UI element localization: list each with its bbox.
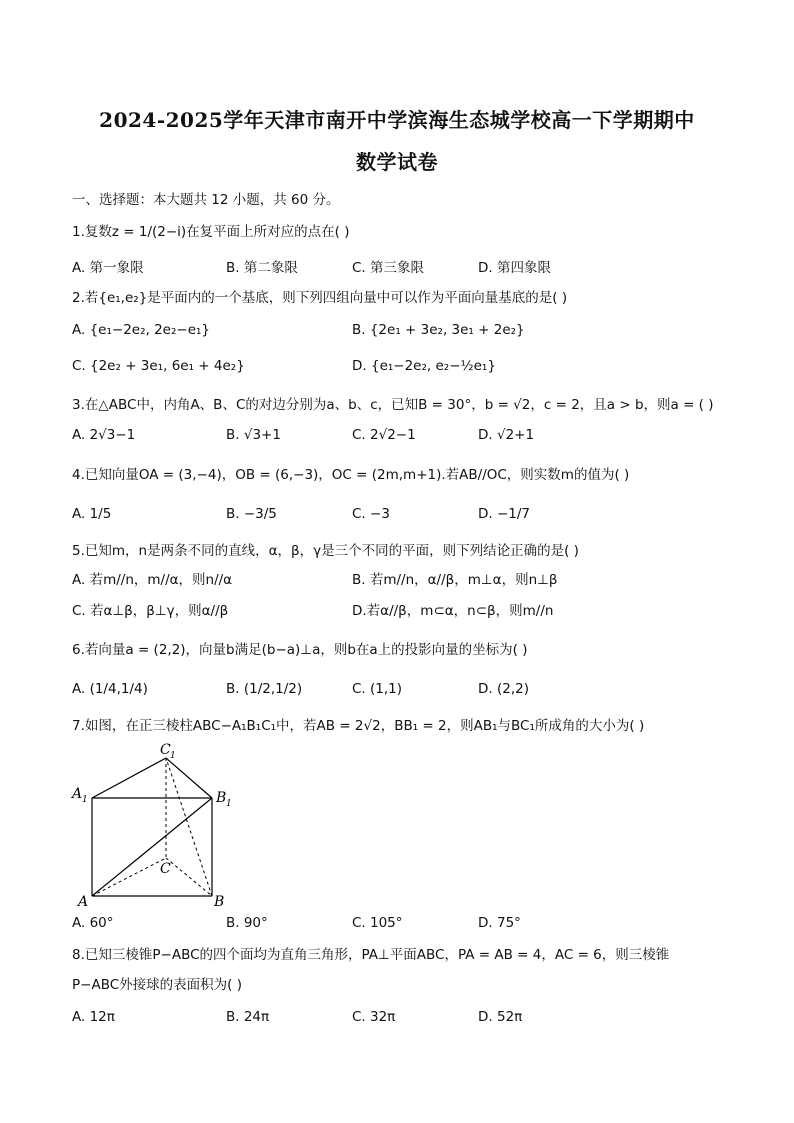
q6-option-c[interactable]: C. (1,1) bbox=[352, 681, 403, 697]
question-6-stem: 6.若向量a = (2,2)，向量b满足(b−a)⊥a，则b在a上的投影向量的坐标为( ) bbox=[72, 642, 528, 658]
q8-option-c[interactable]: C. 32π bbox=[352, 1009, 396, 1025]
q3-option-d[interactable]: D. √2+1 bbox=[478, 427, 535, 443]
q1-option-a[interactable]: A. 第一象限 bbox=[72, 260, 144, 276]
q1-option-d[interactable]: D. 第四象限 bbox=[478, 260, 551, 276]
q6-option-b[interactable]: B. (1/2,1/2) bbox=[226, 681, 303, 697]
q1-option-b[interactable]: B. 第二象限 bbox=[226, 260, 298, 276]
section-heading: 一、选择题：本大题共 12 小题，共 60 分。 bbox=[72, 192, 340, 208]
label-b: B bbox=[214, 894, 225, 910]
svg-text:1: 1 bbox=[226, 799, 232, 809]
label-c1: C bbox=[160, 742, 171, 758]
q7-option-c[interactable]: C. 105° bbox=[352, 915, 403, 931]
q5-option-d[interactable]: D.若α//β，m⊂α，n⊂β，则m//n bbox=[352, 603, 554, 619]
question-5-stem: 5.已知m，n是两条不同的直线，α，β，γ是三个不同的平面，则下列结论正确的是( ) bbox=[72, 543, 579, 559]
q6-option-a[interactable]: A. (1/4,1/4) bbox=[72, 681, 148, 697]
q4-option-d[interactable]: D. −1/7 bbox=[478, 506, 531, 522]
q4-option-b[interactable]: B. −3/5 bbox=[226, 506, 277, 522]
q8-option-a[interactable]: A. 12π bbox=[72, 1009, 115, 1025]
q2-option-b[interactable]: B. {2e₁ + 3e₂, 3e₁ + 2e₂} bbox=[352, 322, 525, 338]
q3-option-a[interactable]: A. 2√3−1 bbox=[72, 427, 136, 443]
q2-option-a[interactable]: A. {e₁−2e₂, 2e₂−e₁} bbox=[72, 322, 211, 338]
q7-option-b[interactable]: B. 90° bbox=[226, 915, 268, 931]
q8-option-b[interactable]: B. 24π bbox=[226, 1009, 270, 1025]
q7-option-d[interactable]: D. 75° bbox=[478, 915, 521, 931]
q2-option-c[interactable]: C. {2e₂ + 3e₁, 6e₁ + 4e₂} bbox=[72, 358, 245, 374]
exam-title-line1: 2024-2025学年天津市南开中学滨海生态城学校高一下学期期中 bbox=[99, 108, 695, 132]
q5-option-b[interactable]: B. 若m//n，α//β，m⊥α，则n⊥β bbox=[352, 572, 558, 588]
question-7-stem: 7.如图，在正三棱柱ABC−A₁B₁C₁中，若AB = 2√2，BB₁ = 2，则AB₁与BC₁所成角的大小为( ) bbox=[72, 718, 645, 734]
svg-text:1: 1 bbox=[170, 751, 176, 761]
q3-option-c[interactable]: C. 2√2−1 bbox=[352, 427, 416, 443]
question-2-stem: 2.若{e₁,e₂}是平面内的一个基底，则下列四组向量中可以作为平面向量基底的是( ) bbox=[72, 290, 568, 306]
label-c: C bbox=[160, 861, 171, 877]
label-a: A bbox=[78, 894, 89, 910]
q8-option-d[interactable]: D. 52π bbox=[478, 1009, 523, 1025]
q4-option-c[interactable]: C. −3 bbox=[352, 506, 390, 522]
question-3-stem: 3.在△ABC中，内角A、B、C的对边分别为a、b、c，已知B = 30°，b = √2，c = 2，且a > b，则a = ( ) bbox=[72, 397, 714, 413]
q5-option-c[interactable]: C. 若α⊥β，β⊥γ，则α//β bbox=[72, 603, 229, 619]
question-4-stem: 4.已知向量OA = (3,−4)，OB = (6,−3)，OC = (2m,m+1).若AB//OC，则实数m的值为( ) bbox=[72, 467, 630, 483]
q4-option-a[interactable]: A. 1/5 bbox=[72, 506, 112, 522]
q2-option-d[interactable]: D. {e₁−2e₂, e₂−½e₁} bbox=[352, 358, 496, 374]
q5-option-a[interactable]: A. 若m//n，m//α，则n//α bbox=[72, 572, 233, 588]
question-1-stem: 1.复数z = 1/(2−i)在复平面上所对应的点在( ) bbox=[72, 224, 350, 240]
label-a1: A bbox=[72, 786, 83, 802]
q7-option-a[interactable]: A. 60° bbox=[72, 915, 114, 931]
q6-option-d[interactable]: D. (2,2) bbox=[478, 681, 529, 697]
q3-option-b[interactable]: B. √3+1 bbox=[226, 427, 281, 443]
exam-title-line2: 数学试卷 bbox=[356, 150, 438, 174]
question-8-stem-cont: P−ABC外接球的表面积为( ) bbox=[72, 977, 242, 993]
prism-figure bbox=[68, 740, 248, 910]
svg-text:1: 1 bbox=[82, 795, 88, 805]
label-b1: B bbox=[216, 790, 227, 806]
q1-option-c[interactable]: C. 第三象限 bbox=[352, 260, 425, 276]
question-8-stem: 8.已知三棱锥P−ABC的四个面均为直角三角形，PA⊥平面ABC，PA = AB = 4，AC = 6，则三棱锥 bbox=[72, 947, 670, 963]
